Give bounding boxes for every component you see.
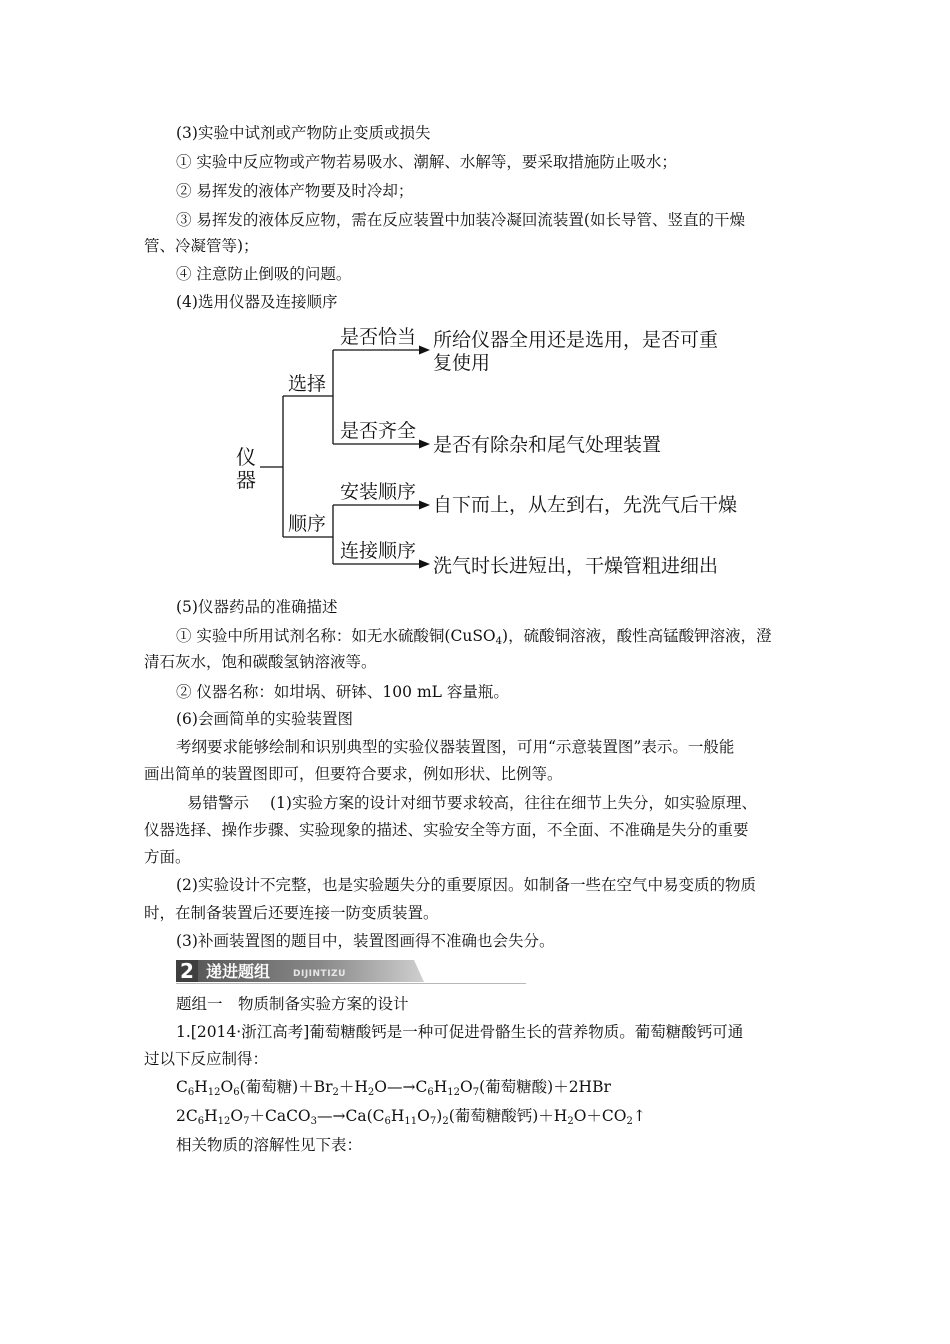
diagram-select-appropriate: 是否恰当 (340, 326, 417, 348)
diagram-appropriate-result-1: 所给仪器全用还是选用，是否可重 (433, 329, 719, 351)
arrowhead-2 (419, 440, 430, 449)
warning-line-1: (1)实验方案的设计对细节要求较高，往往在细节上失分，如实验原理、 (270, 794, 757, 812)
section-6-paragraph: 考纲要求能够绘制和识别典型的实验仪器装置图，可用“示意装置图”表示。一般能 (176, 738, 735, 756)
warning-line-6: (3)补画装置图的题目中，装置图画得不准确也会失分。 (176, 932, 555, 950)
arrowhead-1 (419, 346, 430, 355)
section-5-item-2: ② 仪器名称：如坩埚、研钵、100 mL 容量瓶。 (176, 683, 509, 701)
warning-line-3: 方面。 (144, 848, 191, 866)
group-1-title: 题组一 物质制备实验方案的设计 (176, 995, 409, 1013)
arrowhead-4 (419, 560, 430, 569)
equation-2: $2C_6H_{12}O_7+CaCO_3—\to Ca(C_6H_{11}O_7)_2$(葡萄糖酸钙)$+H_2O+CO_2↑$ (176, 1107, 646, 1127)
diagram-complete-result: 是否有除杂和尾气处理装置 (433, 434, 662, 456)
banner-pinyin: DIJINTIZU (293, 969, 346, 979)
question-1-line-1: 1.[2014·浙江高考]葡萄糖酸钙是一种可促进骨骼生长的营养物质。葡萄糖酸钙可通 (176, 1023, 744, 1041)
question-1-line-3: 相关物质的溶解性见下表： (176, 1136, 363, 1154)
warning-label: 易错警示 (187, 794, 250, 812)
arrowhead-3 (419, 501, 430, 510)
diagram-connect-order-result: 洗气时长进短出，干燥管粗进细出 (433, 555, 719, 577)
section-5-heading: (5)仪器药品的准确描述 (176, 598, 338, 616)
section-3-item-1: ① 实验中反应物或产物若易吸水、潮解、水解等，要采取措施防止吸水； (176, 153, 677, 171)
diagram-root-char-1: 仪 (236, 445, 256, 469)
warning-line-5: 时，在制备装置后还要连接一防变质装置。 (144, 904, 439, 922)
warning-line-4: (2)实验设计不完整，也是实验题失分的重要原因。如制备一些在空气中易变质的物质 (176, 876, 756, 894)
section-3-item-4: ④ 注意防止倒吸的问题。 (176, 265, 352, 283)
section-3-item-2: ② 易挥发的液体产物要及时冷却； (176, 182, 414, 200)
section-6-heading: (6)会画简单的实验装置图 (176, 710, 353, 728)
section-3-heading: (3)实验中试剂或产物防止变质或损失 (176, 124, 431, 142)
warning-line-2: 仪器选择、操作步骤、实验现象的描述、实验安全等方面，不全面、不准确是失分的重要 (144, 821, 749, 839)
diagram-branch-select: 选择 (288, 373, 327, 395)
section-3-item-3-cont: 管、冷凝管等)； (144, 237, 259, 255)
section-4-heading: (4)选用仪器及连接顺序 (176, 293, 338, 311)
equation-1: $C_6H_{12}O_6$(葡萄糖)$+Br_2+H_2O—\to C_6H_{12}O_7$(葡萄糖酸)＋2HBr (176, 1078, 611, 1098)
diagram-root-char-2: 器 (236, 468, 256, 492)
section-3-item-3: ③ 易挥发的液体反应物，需在反应装置中加装冷凝回流装置(如长导管、竖直的干燥 (176, 211, 745, 229)
section-5-item-1: ① 实验中所用试剂名称：如无水硫酸铜(CuSO$_4$)，硫酸铜溶液，酸性高锰酸钾溶液，澄 (176, 627, 772, 647)
diagram-connect-order: 连接顺序 (340, 540, 417, 562)
section-6-paragraph-cont: 画出简单的装置图即可，但要符合要求，例如形状、比例等。 (144, 765, 563, 783)
diagram-select-complete: 是否齐全 (340, 420, 417, 442)
diagram-branch-order: 顺序 (288, 513, 327, 535)
banner-number: 2 (180, 959, 194, 983)
diagram-appropriate-result-2: 复使用 (433, 352, 491, 374)
banner-title: 递进题组 (206, 962, 271, 981)
question-1-line-2: 过以下反应制得： (144, 1050, 269, 1068)
diagram-install-order-result: 自下而上，从左到右，先洗气后干燥 (433, 494, 738, 516)
section-5-item-1-cont: 清石灰水，饱和碳酸氢钠溶液等。 (144, 653, 377, 671)
diagram-install-order: 安装顺序 (340, 481, 417, 503)
